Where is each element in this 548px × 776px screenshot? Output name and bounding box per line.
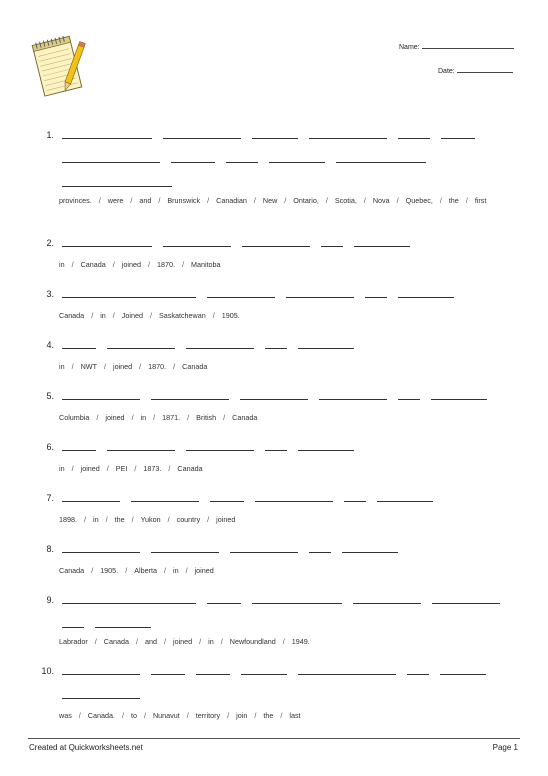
- word-bank-item: joined: [194, 566, 214, 575]
- answer-blank[interactable]: [432, 595, 500, 604]
- word-bank-item: Saskatchewan: [158, 311, 206, 320]
- word-separator: /: [103, 362, 106, 371]
- question-number: 2.: [46, 238, 54, 248]
- word-bank-item: Canada: [80, 260, 106, 269]
- word-bank-item: 1949.: [291, 637, 310, 646]
- answer-blank[interactable]: [365, 289, 387, 298]
- word-bank: [59, 636, 519, 648]
- question-number: 3.: [46, 289, 54, 299]
- word-bank-item: Canada: [59, 311, 85, 320]
- word-bank-item: the: [114, 515, 125, 524]
- answer-blank[interactable]: [240, 391, 308, 400]
- word-separator: /: [134, 464, 137, 473]
- word-separator: /: [207, 515, 210, 524]
- word-bank-item: in: [100, 311, 106, 320]
- answer-blank[interactable]: [151, 666, 185, 675]
- word-bank-item: 1905.: [100, 566, 119, 575]
- word-separator: /: [149, 311, 152, 320]
- word-separator: /: [280, 711, 283, 720]
- question-number: 9.: [46, 595, 54, 605]
- word-bank-item: in: [172, 566, 179, 575]
- answer-blank[interactable]: [298, 666, 396, 675]
- question-number: 6.: [46, 442, 54, 452]
- word-bank-item: Labrador: [59, 637, 88, 646]
- answer-blank[interactable]: [62, 238, 152, 247]
- word-bank-item: the: [263, 711, 274, 720]
- answer-blank[interactable]: [62, 154, 160, 163]
- word-bank-item: join: [236, 711, 248, 720]
- answer-blank[interactable]: [163, 238, 231, 247]
- answer-blank[interactable]: [62, 289, 196, 298]
- answer-blank[interactable]: [252, 130, 298, 139]
- answer-blank[interactable]: [265, 340, 287, 349]
- answer-blank[interactable]: [107, 340, 175, 349]
- word-bank-item: Manitoba: [190, 260, 221, 269]
- word-bank-item: 1905.: [221, 311, 240, 320]
- word-bank-item: Quebec,: [405, 196, 433, 205]
- word-bank-item: Nunavut: [152, 711, 180, 720]
- word-bank-item: Canada: [177, 464, 203, 473]
- word-separator: /: [135, 637, 138, 646]
- answer-blank[interactable]: [207, 289, 275, 298]
- word-separator: /: [439, 196, 442, 205]
- answer-blank[interactable]: [196, 666, 230, 675]
- word-separator: /: [96, 413, 99, 422]
- word-separator: /: [147, 260, 150, 269]
- answer-blank[interactable]: [226, 154, 258, 163]
- word-bank-item: PEI: [115, 464, 128, 473]
- answer-blank[interactable]: [407, 666, 429, 675]
- word-bank-item: in: [208, 637, 214, 646]
- word-bank-item: territory: [195, 711, 221, 720]
- answer-blank[interactable]: [431, 391, 487, 400]
- word-separator: /: [181, 260, 184, 269]
- question-number: 10.: [41, 666, 54, 676]
- word-separator: /: [173, 362, 176, 371]
- word-bank-item: 1870.: [148, 362, 167, 371]
- answer-blank[interactable]: [62, 493, 120, 502]
- answer-blank[interactable]: [321, 238, 343, 247]
- word-separator: /: [105, 515, 108, 524]
- word-bank-item: and: [139, 196, 152, 205]
- word-separator: /: [91, 311, 94, 320]
- word-bank: [59, 565, 519, 577]
- word-separator: /: [139, 362, 142, 371]
- answer-blank[interactable]: [62, 666, 140, 675]
- word-separator: /: [282, 637, 285, 646]
- answer-blank[interactable]: [377, 493, 433, 502]
- word-bank-item: Canada: [182, 362, 208, 371]
- answer-blank[interactable]: [95, 619, 151, 628]
- answer-blank[interactable]: [398, 391, 420, 400]
- answer-blank[interactable]: [336, 154, 426, 163]
- word-bank-item: provinces.: [59, 196, 92, 205]
- answer-blank[interactable]: [241, 666, 287, 675]
- footer-divider: [28, 738, 520, 739]
- word-separator: /: [71, 260, 74, 269]
- answer-blank[interactable]: [151, 544, 219, 553]
- word-bank-item: Columbia: [59, 413, 90, 422]
- word-separator: /: [158, 196, 161, 205]
- word-bank-item: Ontario,: [293, 196, 319, 205]
- word-separator: /: [131, 413, 134, 422]
- word-bank-item: Alberta: [134, 566, 157, 575]
- answer-blank[interactable]: [242, 238, 310, 247]
- word-separator: /: [71, 362, 74, 371]
- question-number: 7.: [46, 493, 54, 503]
- word-separator: /: [220, 637, 223, 646]
- answer-blank[interactable]: [151, 391, 229, 400]
- answer-blank[interactable]: [62, 619, 84, 628]
- word-bank-item: first: [474, 196, 487, 205]
- word-separator: /: [112, 311, 115, 320]
- word-bank-item: in: [59, 464, 65, 473]
- answer-blank[interactable]: [62, 340, 96, 349]
- word-separator: /: [106, 464, 109, 473]
- word-bank-item: joined: [121, 260, 141, 269]
- word-bank: [59, 361, 519, 373]
- word-separator: /: [91, 566, 94, 575]
- answer-blank[interactable]: [309, 544, 331, 553]
- word-separator: /: [227, 711, 230, 720]
- word-bank-item: Yukon: [140, 515, 161, 524]
- word-bank-item: Canadian: [216, 196, 247, 205]
- answer-blanks: [62, 666, 522, 714]
- answer-blank[interactable]: [342, 544, 398, 553]
- answer-blank[interactable]: [353, 595, 421, 604]
- word-bank-item: in: [59, 362, 65, 371]
- word-bank-item: joined: [112, 362, 133, 371]
- word-separator: /: [363, 196, 366, 205]
- answer-blank[interactable]: [344, 493, 366, 502]
- answer-blank[interactable]: [298, 340, 354, 349]
- word-bank-item: Canada: [59, 566, 85, 575]
- word-bank-item: the: [448, 196, 459, 205]
- word-separator: /: [186, 711, 189, 720]
- word-bank-item: joined: [105, 413, 125, 422]
- word-separator: /: [212, 311, 215, 320]
- answer-blank[interactable]: [269, 154, 325, 163]
- answer-blank[interactable]: [230, 544, 298, 553]
- word-bank-item: to: [130, 711, 137, 720]
- word-separator: /: [207, 196, 210, 205]
- question-number: 1.: [46, 130, 54, 140]
- word-separator: /: [131, 515, 134, 524]
- word-bank-item: Nova: [372, 196, 390, 205]
- word-bank-item: Brunswick: [167, 196, 201, 205]
- name-label: Name:: [399, 44, 420, 51]
- word-separator: /: [143, 711, 146, 720]
- date-label: Date:: [438, 68, 455, 75]
- word-separator: /: [223, 413, 226, 422]
- word-bank: [59, 463, 519, 475]
- answer-blank[interactable]: [319, 391, 387, 400]
- word-separator: /: [465, 196, 468, 205]
- word-separator: /: [325, 196, 328, 205]
- answer-blank[interactable]: [265, 442, 287, 451]
- word-separator: /: [396, 196, 399, 205]
- word-bank-item: 1873.: [143, 464, 162, 473]
- answer-blank[interactable]: [286, 289, 354, 298]
- word-bank-item: Canada: [232, 413, 258, 422]
- answer-blank[interactable]: [210, 493, 244, 502]
- word-bank-item: was: [59, 711, 72, 720]
- answer-blank[interactable]: [171, 154, 215, 163]
- word-bank: [59, 710, 519, 722]
- answer-blank[interactable]: [309, 130, 387, 139]
- word-separator: /: [199, 637, 202, 646]
- word-separator: /: [112, 260, 115, 269]
- word-bank: [59, 259, 519, 271]
- word-bank: [59, 195, 519, 207]
- answer-blank[interactable]: [252, 595, 342, 604]
- word-separator: /: [253, 196, 256, 205]
- question-number: 4.: [46, 340, 54, 350]
- word-bank-item: and: [144, 637, 157, 646]
- answer-blank[interactable]: [298, 442, 354, 451]
- word-bank-item: 1870.: [156, 260, 175, 269]
- footer-credit: Created at Quickworksheets.net: [29, 743, 143, 752]
- word-bank: [59, 310, 519, 322]
- word-bank-item: 1898.: [59, 515, 77, 524]
- question-number: 8.: [46, 544, 54, 554]
- word-bank-item: country: [176, 515, 201, 524]
- answer-blank[interactable]: [62, 442, 96, 451]
- word-bank-item: 1871.: [162, 413, 181, 422]
- word-separator: /: [130, 196, 133, 205]
- word-separator: /: [71, 464, 74, 473]
- word-bank-item: Canada: [103, 637, 129, 646]
- question-number: 5.: [46, 391, 54, 401]
- word-bank-item: British: [196, 413, 217, 422]
- answer-blank[interactable]: [398, 289, 454, 298]
- answer-blank[interactable]: [207, 595, 241, 604]
- word-separator: /: [98, 196, 101, 205]
- answer-blank[interactable]: [441, 130, 475, 139]
- answer-blank[interactable]: [62, 690, 140, 699]
- answer-blank[interactable]: [163, 130, 241, 139]
- word-bank-item: Scotia,: [334, 196, 357, 205]
- word-bank-item: joined: [216, 515, 236, 524]
- answer-blank[interactable]: [354, 238, 410, 247]
- word-separator: /: [153, 413, 156, 422]
- word-separator: /: [254, 711, 257, 720]
- word-bank-item: joined: [80, 464, 100, 473]
- word-separator: /: [187, 413, 190, 422]
- answer-blank[interactable]: [107, 442, 175, 451]
- word-separator: /: [78, 711, 81, 720]
- word-bank-item: joined: [172, 637, 193, 646]
- answer-blank[interactable]: [62, 178, 172, 187]
- answer-blank[interactable]: [62, 130, 152, 139]
- word-separator: /: [163, 637, 166, 646]
- answer-blank[interactable]: [62, 595, 196, 604]
- word-separator: /: [185, 566, 188, 575]
- answer-blank[interactable]: [186, 340, 254, 349]
- answer-blank[interactable]: [255, 493, 333, 502]
- word-separator: /: [284, 196, 287, 205]
- word-bank-item: in: [59, 260, 65, 269]
- word-separator: /: [121, 711, 124, 720]
- word-bank-item: in: [93, 515, 99, 524]
- word-bank: [59, 412, 519, 424]
- word-bank: [59, 514, 519, 526]
- word-separator: /: [84, 515, 86, 524]
- word-bank-item: NWT: [80, 362, 97, 371]
- answer-blank[interactable]: [131, 493, 199, 502]
- word-bank-item: Joined: [121, 311, 143, 320]
- word-separator: /: [125, 566, 128, 575]
- word-separator: /: [163, 566, 166, 575]
- page-number: Page 1: [492, 743, 518, 752]
- word-separator: /: [168, 464, 171, 473]
- answer-blank[interactable]: [440, 666, 486, 675]
- word-bank-item: New: [262, 196, 278, 205]
- answer-blank[interactable]: [186, 442, 254, 451]
- word-bank-item: last: [289, 711, 301, 720]
- word-separator: /: [94, 637, 97, 646]
- word-bank-item: in: [140, 413, 147, 422]
- answer-blank[interactable]: [62, 391, 140, 400]
- word-bank-item: Canada.: [87, 711, 115, 720]
- answer-blank[interactable]: [62, 544, 140, 553]
- word-bank-item: were: [107, 196, 124, 205]
- word-bank-item: Newfoundland: [229, 637, 276, 646]
- word-separator: /: [167, 515, 170, 524]
- answer-blanks: [62, 130, 522, 202]
- answer-blank[interactable]: [398, 130, 430, 139]
